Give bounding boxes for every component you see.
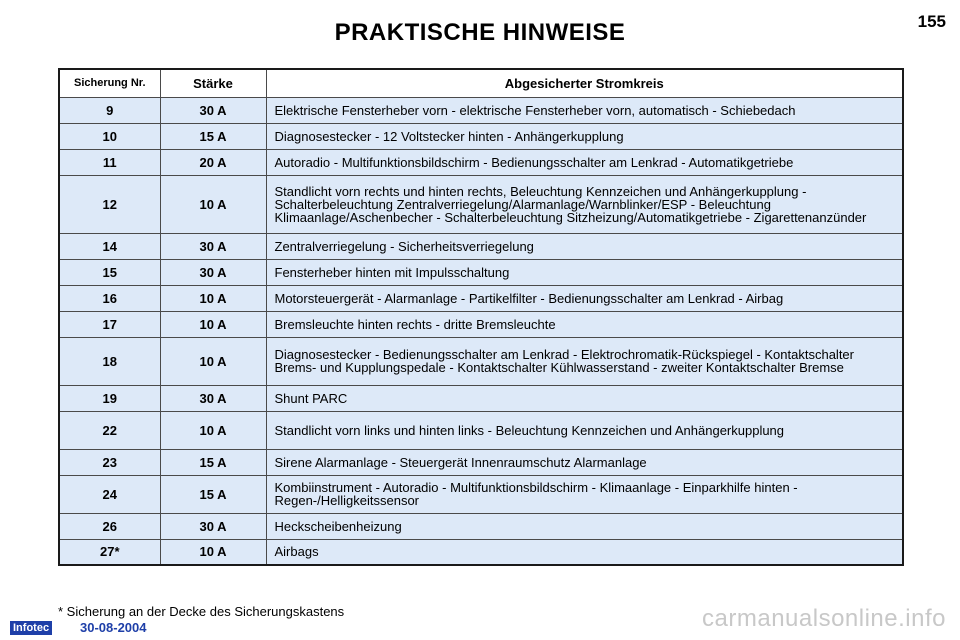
amperage-cell: 10 A — [160, 539, 266, 565]
table-row — [59, 513, 903, 539]
table-row — [59, 123, 903, 149]
table-row — [59, 149, 903, 175]
amperage-cell: 30 A — [160, 233, 266, 259]
circuit-cell: Diagnosestecker - Bedienungsschalter am Lenkrad - Elektrochromatik-Rückspiegel - Kontaktschalter Brems- und Kupplungspedale - Kontaktschalter Kühlwasserstand - zweiter Kontaktschalter Bremse — [266, 337, 903, 385]
table-row — [59, 175, 903, 233]
fuse-number-cell: 16 — [59, 285, 160, 311]
table-row — [59, 385, 903, 411]
amperage-cell: 30 A — [160, 385, 266, 411]
header-fuse-number: Sicherung Nr. — [59, 69, 160, 97]
fuse-number-cell: 24 — [59, 475, 160, 513]
circuit-cell: Zentralverriegelung - Sicherheitsverriegelung — [266, 233, 903, 259]
table-row — [59, 311, 903, 337]
table-row — [59, 259, 903, 285]
table-row — [59, 539, 903, 565]
circuit-cell: Bremsleuchte hinten rechts - dritte Bremsleuchte — [266, 311, 903, 337]
amperage-cell: 30 A — [160, 259, 266, 285]
circuit-cell: Diagnosestecker - 12 Voltstecker hinten - Anhängerkupplung — [266, 123, 903, 149]
circuit-cell: Elektrische Fensterheber vorn - elektrische Fensterheber vorn, automatisch - Schiebedach — [266, 97, 903, 123]
table-row — [59, 449, 903, 475]
fuse-table — [58, 68, 904, 566]
amperage-cell: 10 A — [160, 311, 266, 337]
fuse-number-cell: 26 — [59, 513, 160, 539]
circuit-cell: Airbags — [266, 539, 903, 565]
fuse-number-cell: 9 — [59, 97, 160, 123]
brand-badge: Infotec — [10, 621, 52, 635]
amperage-cell: 30 A — [160, 97, 266, 123]
watermark: carmanualsonline.info — [702, 605, 946, 632]
table-row — [59, 411, 903, 449]
circuit-cell: Kombiinstrument - Autoradio - Multifunktionsbildschirm - Klimaanlage - Einparkhilfe hinten - Regen-/Helligkeitssensor — [266, 475, 903, 513]
page-number: 155 — [917, 12, 946, 31]
circuit-cell: Fensterheber hinten mit Impulsschaltung — [266, 259, 903, 285]
amperage-cell: 10 A — [160, 175, 266, 233]
table-row — [59, 233, 903, 259]
circuit-cell: Motorsteuergerät - Alarmanlage - Partikelfilter - Bedienungsschalter am Lenkrad - Airbag — [266, 285, 903, 311]
circuit-cell: Shunt PARC — [266, 385, 903, 411]
fuse-number-cell: 12 — [59, 175, 160, 233]
amperage-cell: 15 A — [160, 449, 266, 475]
footnote: * Sicherung an der Decke des Sicherungskastens — [58, 604, 345, 619]
fuse-number-cell: 17 — [59, 311, 160, 337]
table-row — [59, 475, 903, 513]
header-circuit: Abgesicherter Stromkreis — [266, 69, 903, 97]
fuse-number-cell: 22 — [59, 411, 160, 449]
header-amperage: Stärke — [160, 69, 266, 97]
circuit-cell: Standlicht vorn rechts und hinten rechts, Beleuchtung Kennzeichen und Anhängerkupplung - Schalterbeleuchtung Zentralverriegelung/Alarmanlage/Warnblinker/ESP - Beleuchtung Klimaanlage/Aschenbecher - Schalterbeleuchtung Sitzheizung/Automatikgetriebe - Zigarettenanzünder — [266, 175, 903, 233]
fuse-number-cell: 14 — [59, 233, 160, 259]
circuit-cell: Autoradio - Multifunktionsbildschirm - Bedienungsschalter am Lenkrad - Automatikgetriebe — [266, 149, 903, 175]
fuse-number-cell: 11 — [59, 149, 160, 175]
fuse-number-cell: 19 — [59, 385, 160, 411]
amperage-cell: 20 A — [160, 149, 266, 175]
circuit-cell: Sirene Alarmanlage - Steuergerät Innenraumschutz Alarmanlage — [266, 449, 903, 475]
fuse-number-cell: 10 — [59, 123, 160, 149]
table-header-row — [59, 69, 903, 97]
fuse-number-cell: 15 — [59, 259, 160, 285]
fuse-number-cell: 18 — [59, 337, 160, 385]
fuse-number-cell: 23 — [59, 449, 160, 475]
amperage-cell: 10 A — [160, 337, 266, 385]
fuse-table-body — [59, 97, 903, 565]
table-row — [59, 97, 903, 123]
amperage-cell: 15 A — [160, 475, 266, 513]
fuse-number-cell: 27* — [59, 539, 160, 565]
circuit-cell: Heckscheibenheizung — [266, 513, 903, 539]
page-title: PRAKTISCHE HINWEISE — [334, 19, 626, 46]
amperage-cell: 10 A — [160, 411, 266, 449]
amperage-cell: 10 A — [160, 285, 266, 311]
amperage-cell: 15 A — [160, 123, 266, 149]
table-row — [59, 285, 903, 311]
publication-date: 30-08-2004 — [80, 620, 147, 635]
amperage-cell: 30 A — [160, 513, 266, 539]
circuit-cell: Standlicht vorn links und hinten links - Beleuchtung Kennzeichen und Anhängerkupplung — [266, 411, 903, 449]
table-row — [59, 337, 903, 385]
